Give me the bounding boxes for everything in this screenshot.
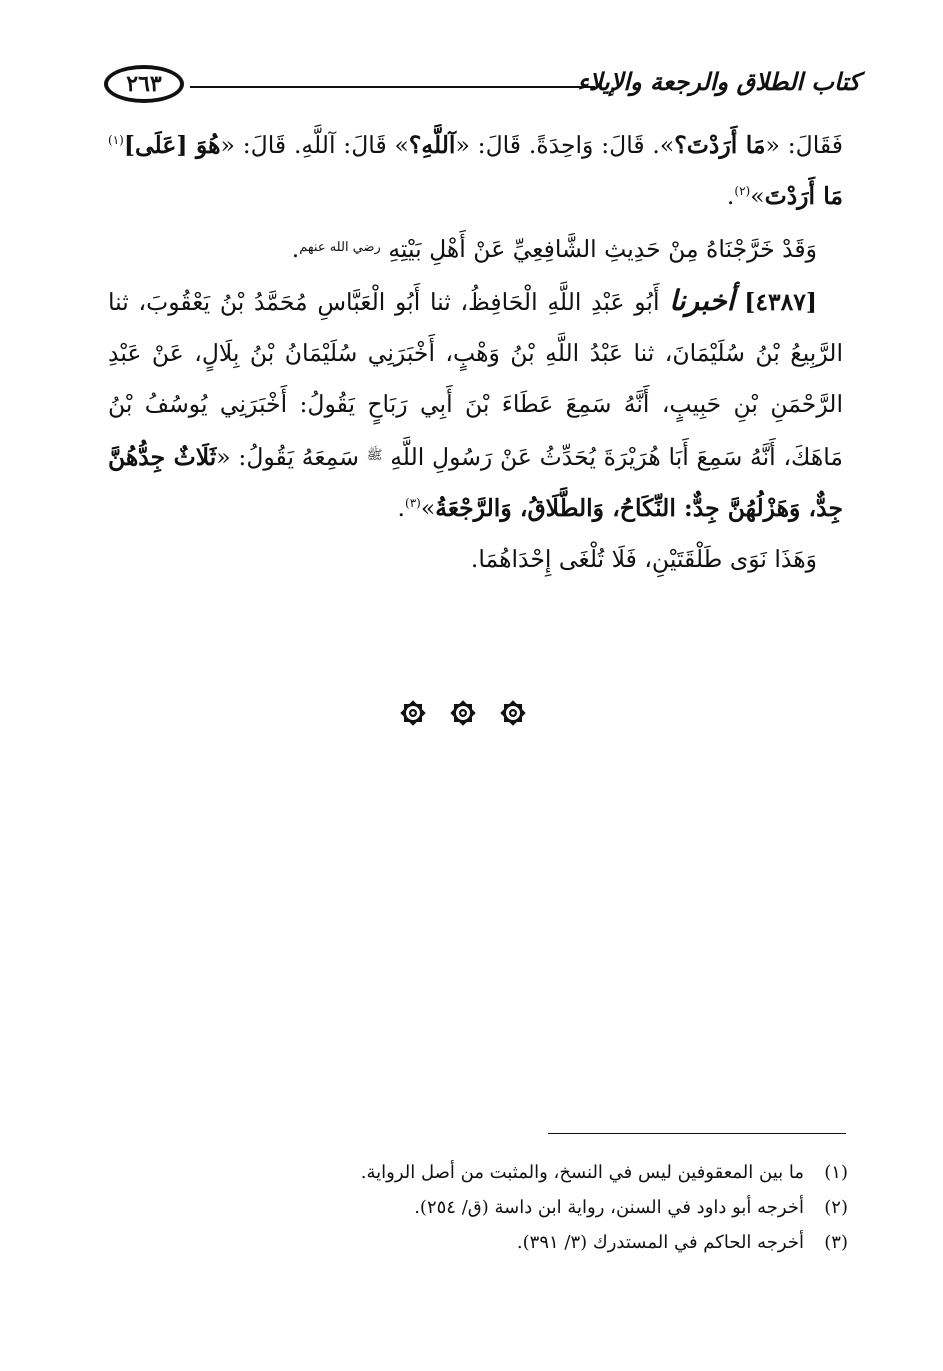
footnote-ref-2[interactable]: (٢) <box>734 184 751 199</box>
p1-bold-4: مَا أَرَدْتَ <box>764 182 843 210</box>
ornament-star-icon <box>398 698 428 728</box>
paragraph-3-hadith <box>108 275 843 534</box>
footnote-3 <box>200 1225 848 1260</box>
footnote-ref-1[interactable]: (١) <box>108 133 124 148</box>
footnote-text: أخرجه أبو داود في السنن، رواية ابن داسة (ق/ ٢٥٤). <box>414 1197 804 1218</box>
running-header <box>100 62 860 112</box>
ornament-star-icon <box>498 698 528 728</box>
page-number: ٢٦٣ <box>126 71 162 97</box>
book-chapter-title: كتاب الطلاق والرجعة والإيلاء <box>577 67 860 96</box>
hadith-matn: ثَلَاثٌ جِدُّهُنَّ جِدٌّ، وَهَزْلُهُنَّ جِدٌّ: النِّكَاحُ، وَالطَّلَاقُ، وَالرَّجْعَةُ <box>108 443 843 522</box>
footnote-text: أخرجه الحاكم في المستدرك (٣/ ٣٩١). <box>516 1232 804 1253</box>
footnotes <box>200 1155 848 1260</box>
honorific-symbol-2: ﷺ <box>366 448 383 463</box>
page-number-badge <box>104 65 184 103</box>
p1-bold-2: آللَّهِ؟ <box>408 131 456 159</box>
footnote-number: (٣) <box>824 1232 848 1253</box>
hadith-text-2: سَمِعَهُ يَقُولُ: « <box>216 443 359 471</box>
main-text <box>108 120 843 585</box>
p1-text-1: فَقَالَ: « <box>765 131 843 159</box>
footnote-2 <box>200 1190 848 1225</box>
hadith-text-4: . <box>397 494 405 522</box>
footnote-1 <box>200 1155 848 1190</box>
footnote-number: (٢) <box>824 1197 848 1218</box>
p1-text-4: » <box>750 182 765 210</box>
paragraph-4: وَهَذَا نَوَى طَلْقَتَيْنِ، فَلَا تُلْغَى إِحْدَاهُمَا. <box>470 545 817 573</box>
hadith-keyword: أخبرنا <box>669 284 735 317</box>
p1-text-3: » قَالَ: آللَّهِ. قَالَ: « <box>220 131 409 159</box>
p1-text-2: ». قَالَ: وَاحِدَةً. قَالَ: « <box>455 131 675 159</box>
p2-end: . <box>291 235 300 263</box>
paragraph-2 <box>108 222 843 275</box>
p1-bold-1: مَا أَرَدْتَ؟ <box>674 131 766 159</box>
footnote-text: ما بين المعقوفين ليس في النسخ، والمثبت من أصل الرواية. <box>360 1162 804 1183</box>
hadith-text-3: » <box>420 494 436 522</box>
footnote-ref-3[interactable]: (٣) <box>405 496 421 511</box>
footnote-number: (١) <box>824 1162 848 1183</box>
section-ornaments <box>398 698 528 728</box>
p1-bold-3: هُوَ [عَلَى] <box>123 131 221 159</box>
hadith-isnad: أَبُو عَبْدِ اللَّهِ الْحَافِظُ، ثنا أَبُو الْعَبَّاسِ مُحَمَّدُ بْنُ يَعْقُوبَ، ثنا الرَّبِيعُ بْنُ سُلَيْمَانَ، ثنا عَبْدُ اللَّهِ بْنُ وَهْبٍ، أَخْبَرَنِي سُلَيْمَانُ بْنُ بِلَالٍ، عَنْ عَبْدِ الرَّحْمَنِ بْنِ حَبِيبٍ، أَنَّهُ سَمِعَ عَطَاءَ بْنَ أَبِي رَبَاحٍ يَقُولُ: أَخْبَرَنِي يُوسُفُ بْنُ مَاهَكَ، أَنَّهُ سَمِعَ أَبَا هُرَيْرَةَ يُحَدِّثُ عَنْ رَسُولِ اللَّهِ <box>108 288 843 471</box>
ornament-star-icon <box>448 698 478 728</box>
footnote-separator <box>548 1133 846 1134</box>
paragraph-1 <box>108 120 843 222</box>
header-rule <box>190 86 595 88</box>
p1-text-5: . <box>726 182 735 210</box>
hadith-number: [٤٣٨٧] <box>744 288 817 316</box>
p2-text: وَقَدْ خَرَّجْنَاهُ مِنْ حَدِيثِ الشَّافِعِيِّ عَنْ أَهْلِ بَيْتِهِ <box>388 235 817 263</box>
honorific-symbol-1: رضي الله عنهم <box>299 240 381 255</box>
